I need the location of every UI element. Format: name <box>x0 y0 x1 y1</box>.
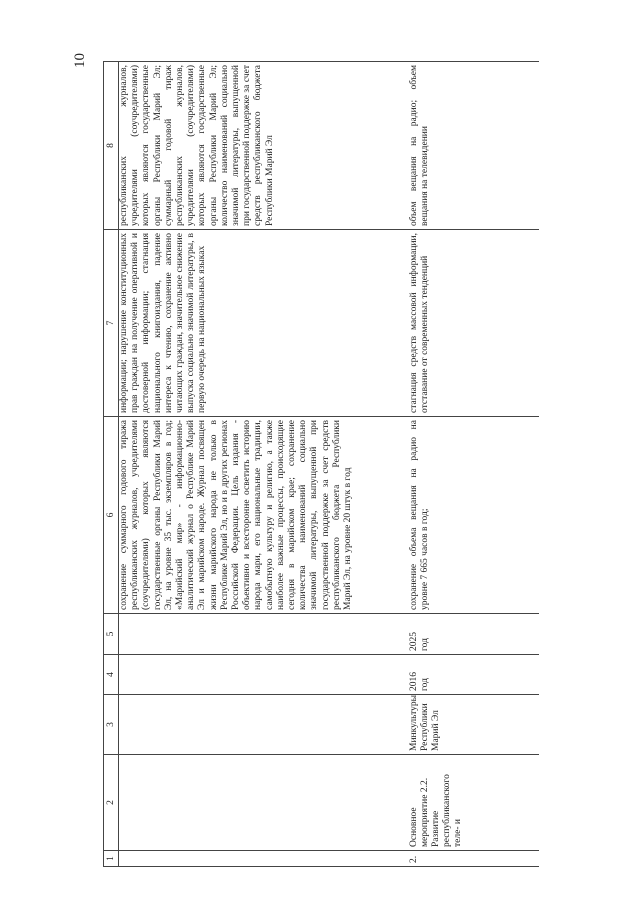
consequences-cell: стагнация средств массовой информации, отставание от современных тенденций <box>397 230 540 417</box>
end-year-cell <box>119 614 397 655</box>
expected-result-cell: сохранение суммарного годового тиража республиканских журналов, учредителями (соучредителями) которых являются государственные органы Республики Марий Эл, на уровне 35 тыс. экземпляров в год; «Марийский мир» - информационно-аналитический журнал о Республике Марий Эл и марийском народе. Журнал посвящен жизни марийского народа не только в Республике Марий Эл, но и в других регионах Российской Федерации. Цель издания - объективно и всесторонне осветить историю народа мари, его национальные традиции, самобытную культуру и религию, а также наиболее важные процессы, происходящие сегодня в марийском крае; сохранение количества наименований социально значимой литературы, выпущенной при государственной поддержке за счет средств республиканского бюджета Республики Марий Эл, на уровне 20 штук в год <box>119 417 397 614</box>
row-number-cell <box>119 851 397 867</box>
row-number-cell: 2. <box>397 851 540 867</box>
column-header: 7 <box>104 230 119 417</box>
column-header: 8 <box>104 62 119 230</box>
start-year-cell: 2016 год <box>397 655 540 695</box>
consequences-cell: информации; нарушение конституционных прав граждан на получение оперативной и достоверной информации; стагнация национального книгоиздания, падение интереса к чтению, сохранение активно читающих граждан, значительное снижение выпуска социально значимой литературы, в первую очередь на национальных языках <box>119 230 397 417</box>
start-year-cell <box>119 655 397 695</box>
rotated-table-container <box>103 62 539 867</box>
column-header: 4 <box>104 655 119 695</box>
executor-cell <box>119 695 397 755</box>
event-cell: Основное мероприятие 2.2. Развитие республиканского теле- и <box>397 755 540 851</box>
table-row <box>119 62 397 867</box>
table-header-row <box>104 62 119 867</box>
expected-result-cell: сохранение объема вещания на радио на уровне 7 665 часов в год; <box>397 417 540 614</box>
column-header: 2 <box>104 755 119 851</box>
indicator-cell: объем вещания на радио; объем вещания на телевидении <box>397 62 540 230</box>
table-row <box>397 62 540 867</box>
column-header: 5 <box>104 614 119 655</box>
page-number: 10 <box>72 53 88 68</box>
indicator-cell: республиканских журналов, учредителями (соучредителями) которых являются государственные органы Республики Марий Эл; суммарный годовой тираж республиканских журналов, учредителями (соучредителями) которых являются государственные органы Республики Марий Эл; количество наименований социально значимой литературы, выпущенной при государственной поддержке за счет средств республиканского бюджета Республики Марий Эл <box>119 62 397 230</box>
column-header: 6 <box>104 417 119 614</box>
program-table <box>103 61 539 867</box>
executor-cell: Минкультуры Республики Марий Эл <box>397 695 540 755</box>
column-header: 1 <box>104 851 119 867</box>
event-cell <box>119 755 397 851</box>
column-header: 3 <box>104 695 119 755</box>
end-year-cell: 2025 год <box>397 614 540 655</box>
